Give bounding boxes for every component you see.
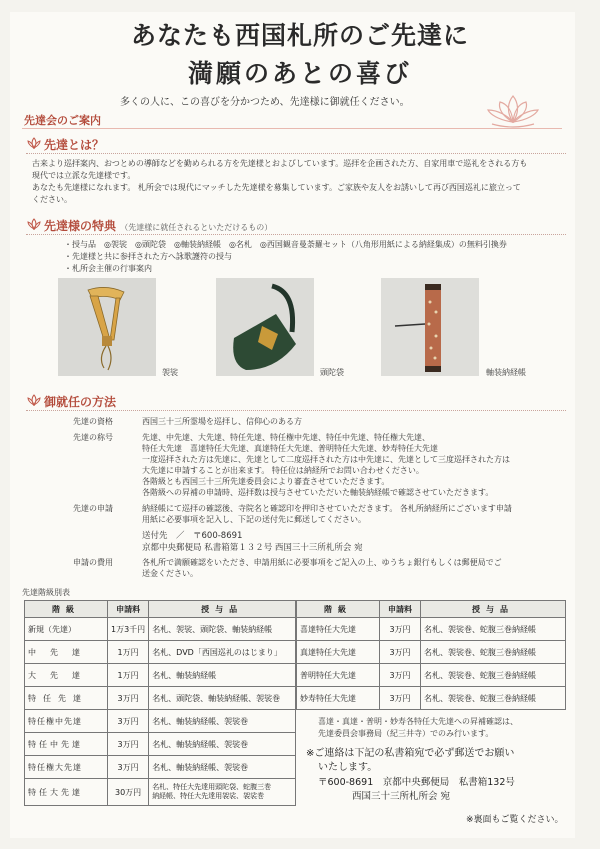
benefits-heading-note: （先達様に就任されるといただけるもの） [120,223,273,232]
items-cell: 名札、袈裟巻、蛇腹三巻納経帳 [421,641,566,664]
page-title-line2: 満願のあとの喜び [187,59,412,88]
rank-cell: 特任権中先達 [25,710,108,733]
apply-label: 先達の申請 [73,504,113,513]
benefits-line-1: ・授与品 ◎袈裟 ◎頭陀袋 ◎軸装納経帳 ◎名札 ◎西国観音曼荼羅セット（八角形用紙による納経集成）の無料引換券 [64,240,507,249]
benefits-line-3: ・札所会主催の行事案内 [64,264,152,273]
fee-cell: 3万円 [380,664,421,687]
contact-address-1: 〒600-8691 京都中央郵便局 私書箱132号 [318,777,515,788]
fee-cell: 3万円 [108,733,149,756]
title-line-2: 特任大先達 喜達特任大先達、真達特任大先達、普明特任大先達、妙寿特任大先達 [142,444,438,453]
photo-caption-kesa: 袈裟 [162,368,178,377]
items-cell: 名札、軸装納経帳、袈裟巻 [149,733,296,756]
table-row [25,687,296,710]
title-line-6: 各階級への昇補の申請時、巡拝数は授与させていただいた軸装納経帳で確認させていただきます。 [142,488,494,497]
rank-cell: 新規（先達） [25,618,108,641]
lotus-mark-icon [26,394,42,406]
title-line-3: 一度巡拝された方は先達に、先達として二度巡拝された方は中先達に、先達として三度巡拝された方は [142,455,510,464]
items-cell: 名札、軸装納経帳、袈裟巻 [149,756,296,779]
table-row [25,641,296,664]
rank-cell: 普明特任大先達 [297,664,380,687]
fee-cell: 3万円 [108,710,149,733]
fee-line-1: 各札所で満願確認をいただき、申請用紙に必要事項をご記入の上、ゆうちょ銀行もしくは郵便局でご [142,558,502,567]
rank-cell: 真達特任大先達 [297,641,380,664]
what-line-3: あなたも先達様になれます。 札所会では現代にマッチした先達様を募集しています。ご家族や友人をお誘いして再び西国巡礼に旅立って [32,183,521,192]
qualification-text: 西国三十三所霊場を巡拝し、信仰心のある方 [142,417,302,426]
rank-table-right [296,600,566,710]
send-address: 京都中央郵便局 私書箱第１３２号 西国三十三所札所会 宛 [142,543,363,553]
fee-cell: 3万円 [108,687,149,710]
items-line-1: 名札、特任大先達用頭陀袋、蛇腹三巻 [152,783,272,791]
apply-line-1: 納経帳にて巡拝の確認後、寺院名と確認印を押印させていただきます。 各札所納経所にございます申請 [142,504,512,513]
table-row [297,618,566,641]
table-row [297,664,566,687]
title-line-1: 先達、中先達、大先達、特任先達、特任権中先達、特任中先達、特任権大先達、 [142,433,430,442]
header-rank: 階級 [25,601,108,618]
rank-note-line-2: 先達委員会事務局（紀三井寺）でのみ行います。 [318,729,494,738]
what-heading: 先達とは？ [44,138,105,152]
send-to: 送付先 ／ 〒600-8691 [142,531,243,541]
benefits-heading [44,217,272,234]
rank-cell: 妙寿特任大先達 [297,687,380,710]
table-row [25,710,296,733]
page-title-line1: あなたも西国札所のご先達に [130,21,469,50]
lotus-mark-icon [26,137,42,149]
table-row [297,641,566,664]
zudabukuro-photo [216,278,314,376]
what-line-2: 現代では立派な先達様です。 [32,171,136,180]
contact-address-2: 西国三十三所札所会 宛 [352,791,451,802]
items-cell: 名札、DVD「西国巡礼のはじまり」 [149,641,296,664]
table-row [25,664,296,687]
section-heading: 先達会のご案内 [24,114,101,127]
table-row [25,618,296,641]
items-cell: 名札、袈裟、頭陀袋、軸装納経帳 [149,618,296,641]
benefits-line-2: ・先達様と共に参拝された方へ詠歌護符の授与 [64,252,232,261]
fee-cell: 3万円 [380,618,421,641]
contact-line-1: ※ご連絡は下記の私書箱宛で必ず郵送でお願い [306,748,515,759]
method-divider [26,410,566,411]
back-side-note: ※裏面もご覧ください。 [466,815,564,825]
rank-table-title: 先達階級別表 [22,588,70,597]
what-divider [26,153,566,154]
title-line-4: 大先達に申請することが出来ます。 特任位は納経所でお問い合わせください。 [142,466,424,475]
table-row [25,779,296,806]
what-line-4: ください。 [32,195,72,204]
rank-cell: 特任権大先達 [25,756,108,779]
lotus-icon [478,90,548,130]
rank-cell: 特任先達 [25,687,108,710]
table-row [297,687,566,710]
rank-cell: 特任大先達 [25,779,108,806]
header-fee: 申請料 [108,601,149,618]
fee-cell: 1万円 [108,641,149,664]
kesa-photo [58,278,156,376]
jikuso-nokyocho-photo [381,278,479,376]
fee-cell: 30万円 [108,779,149,806]
rank-cell: 中先達 [25,641,108,664]
fee-label: 申請の費用 [73,558,113,567]
photo-caption-zudabukuro: 頭陀袋 [320,368,344,377]
rank-cell: 大先達 [25,664,108,687]
method-heading: 御就任の方法 [44,395,117,409]
header-items: 授与品 [421,601,566,618]
rank-cell: 特任中先達 [25,733,108,756]
fee-cell: 1万3千円 [108,618,149,641]
title-line-5: 各階級とも西国三十三所先達委員会により審査させていただきます。 [142,477,390,486]
fee-cell: 3万円 [108,756,149,779]
items-cell: 名札、袈裟巻、蛇腹三巻納経帳 [421,664,566,687]
items-cell: 名札、軸装納経帳、袈裟巻 [149,710,296,733]
fee-cell: 3万円 [380,641,421,664]
qualification-label: 先達の資格 [73,417,113,426]
items-cell: 名札、袈裟巻、蛇腹三巻納経帳 [421,687,566,710]
header-fee: 申請料 [380,601,421,618]
photo-caption-jikuso: 軸装納経帳 [486,368,526,377]
items-cell: 名札、軸装納経帳 [149,664,296,687]
rank-table-left [24,600,296,806]
section-divider [22,128,562,129]
what-line-1: 古来より巡拝案内、おつとめの導師などを勤められる方を先達様とおよびしています。巡拝を企画された方、自家用車で巡礼をされる方も [32,159,528,168]
items-cell-multi [149,779,296,806]
page-subtitle: 多くの人に、この喜びを分かつため、先達様に御就任ください。 [120,97,410,108]
benefits-heading-text: 先達様の特典 [44,219,117,233]
header-items: 授与品 [149,601,296,618]
table-row [25,733,296,756]
fee-cell: 1万円 [108,664,149,687]
items-cell: 名札、袈裟巻、蛇腹三巻納経帳 [421,618,566,641]
lotus-mark-icon [26,218,42,230]
items-line-2: 納経帳、特任大先達用袈裟、袈裟巻 [152,792,265,800]
header-rank: 階級 [297,601,380,618]
benefits-divider [26,234,566,235]
rank-cell: 喜達特任大先達 [297,618,380,641]
title-label: 先達の称号 [73,433,113,442]
table-row [25,756,296,779]
items-cell: 名札、頭陀袋、軸装納経帳、袈裟巻 [149,687,296,710]
contact-line-2: いたします。 [318,762,378,773]
apply-line-2: 用紙に必要事項を記入し、下記の送付先に郵送してください。 [142,515,366,524]
fee-line-2: 送金ください。 [142,569,198,578]
rank-note-line-1: 喜達・真達・普明・妙寿各特任大先達への昇補確認は、 [318,717,518,726]
fee-cell: 3万円 [380,687,421,710]
